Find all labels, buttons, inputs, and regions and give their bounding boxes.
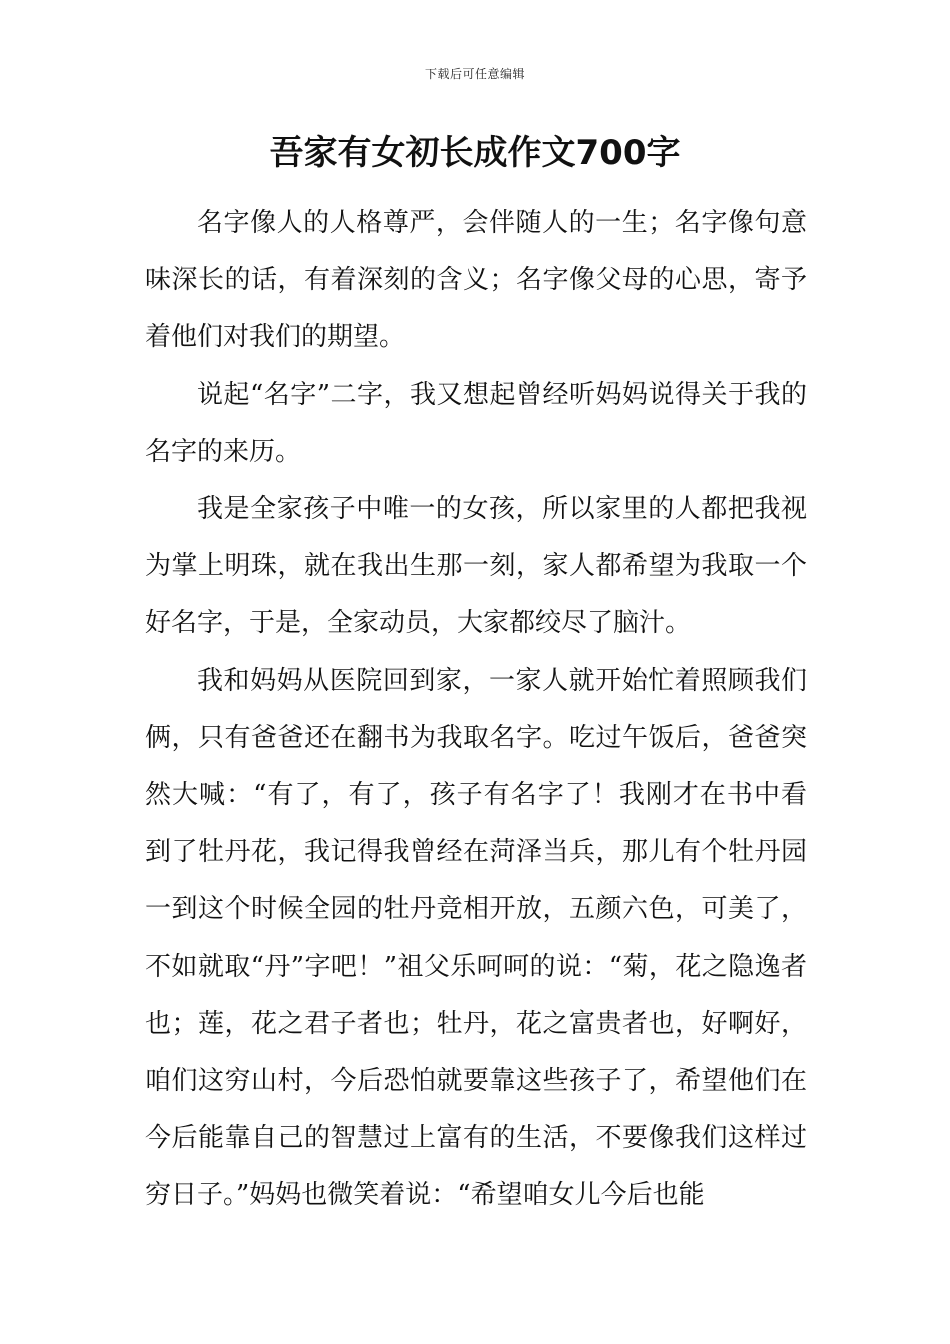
paragraph: 说起“名字”二字，我又想起曾经听妈妈说得关于我的名字的来历。	[145, 379, 807, 467]
paragraph: 我是全家孩子中唯一的女孩，所以家里的人都把我视为掌上明珠，就在我出生那一刻，家人都希望为我取一个好名字，于是，全家动员，大家都绞尽了脑汁。	[145, 494, 807, 639]
paragraph: 我和妈妈从医院回到家，一家人就开始忙着照顾我们俩，只有爸爸还在翻书为我取名字。吃过午饭后，爸爸突然大喊：“有了，有了，孩子有名字了！我刚才在书中看到了牡丹花，我记得我曾经在菏泽当兵，那儿有个牡丹园一到这个时候全园的牡丹竞相开放，五颜六色，可美了，不如就取“丹”字吧！”祖父乐呵呵的说：“菊，花之隐逸者也；莲，花之君子者也；牡丹，花之富贵者也，好啊好，咱们这穷山村，今后恐怕就要靠这些孩子了，希望他们在今后能靠自己的智慧过上富有的生活，不要像我们这样过穷日子。”妈妈也微笑着说：“希望咱女儿今后也能	[145, 665, 807, 1211]
header-note: 下载后可任意编辑	[424, 67, 525, 81]
paragraph: 名字像人的人格尊严，会伴随人的一生；名字像句意味深长的话，有着深刻的含义；名字像父母的心思，寄予着他们对我们的期望。	[145, 208, 807, 353]
document-title: 吾家有女初长成作文700字	[269, 133, 681, 173]
document-body	[145, 195, 807, 1225]
